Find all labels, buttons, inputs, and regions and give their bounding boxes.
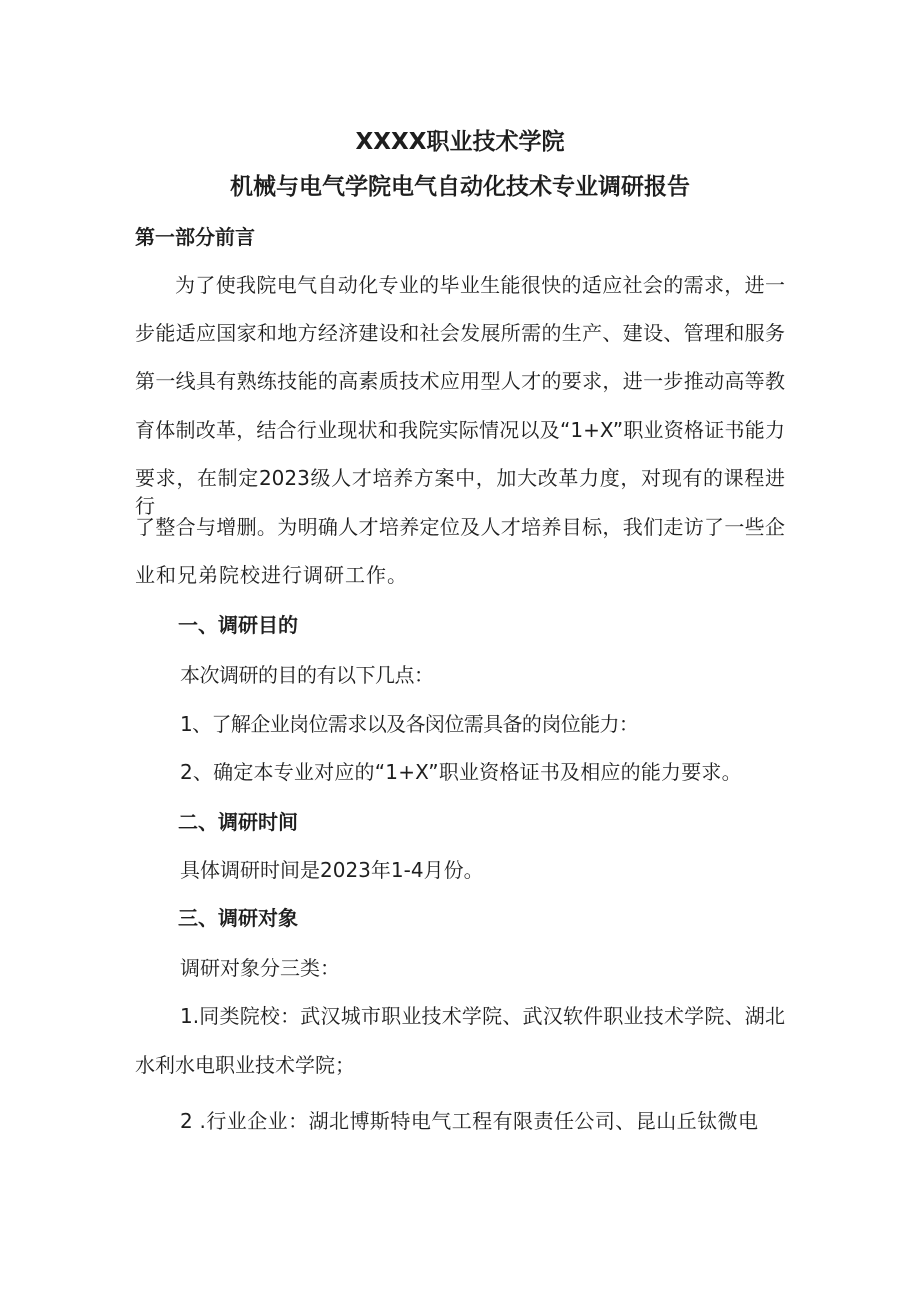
preface-line: 要求，在制定2023级人才培养方案中，加大改革力度，对现有的课程进行 [135,466,785,518]
section1-item: 1、了解企业岗位需求以及各闵位需具备的岗位能力： [180,712,639,736]
section3-intro: 调研对象分三类： [180,956,340,980]
section1-heading: 一、调研目的 [178,613,298,637]
preface-line: 第一线具有熟练技能的高素质技术应用型人才的要求，进一步推动高等教 [135,369,785,393]
part1-heading: 第一部分前言 [135,225,255,249]
preface-line: 为了使我院电气自动化专业的毕业生能很快的适应社会的需求，进一 [175,273,785,297]
section2-text: 具体调研时间是2023年1-4月份。 [180,858,484,882]
section3-item1-line: 水利水电职业技术学院； [135,1053,355,1077]
section3-item2-line: 2 .行业企业：湖北博斯特电气工程有限责任公司、昆山丘钛微电 [180,1109,758,1133]
preface-line: 了整合与增删。为明确人才培养定位及人才培养目标，我们走访了一些企 [135,515,785,539]
preface-line: 育体制改革，结合行业现状和我院实际情况以及“1+X”职业资格证书能力 [135,418,785,442]
section3-item1-line: 1.同类院校：武汉城市职业技术学院、武汉软件职业技术学院、湖北 [180,1004,785,1028]
preface-line: 业和兄弟院校进行调研工作。 [135,563,408,587]
document-title-line2: 机械与电气学院电气自动化技术专业调研报告 [230,174,690,200]
preface-line: 步能适应国家和地方经济建设和社会发展所需的生产、建设、管理和服务 [135,321,785,345]
section3-heading: 三、调研对象 [178,906,298,930]
section1-item: 2、确定本专业对应的“1+X”职业资格证书及相应的能力要求。 [180,760,742,784]
section1-intro: 本次调研的目的有以下几点： [180,663,434,687]
section2-heading: 二、调研时间 [178,810,298,834]
document-title-line1: XXXX职业技术学院 [355,129,565,155]
